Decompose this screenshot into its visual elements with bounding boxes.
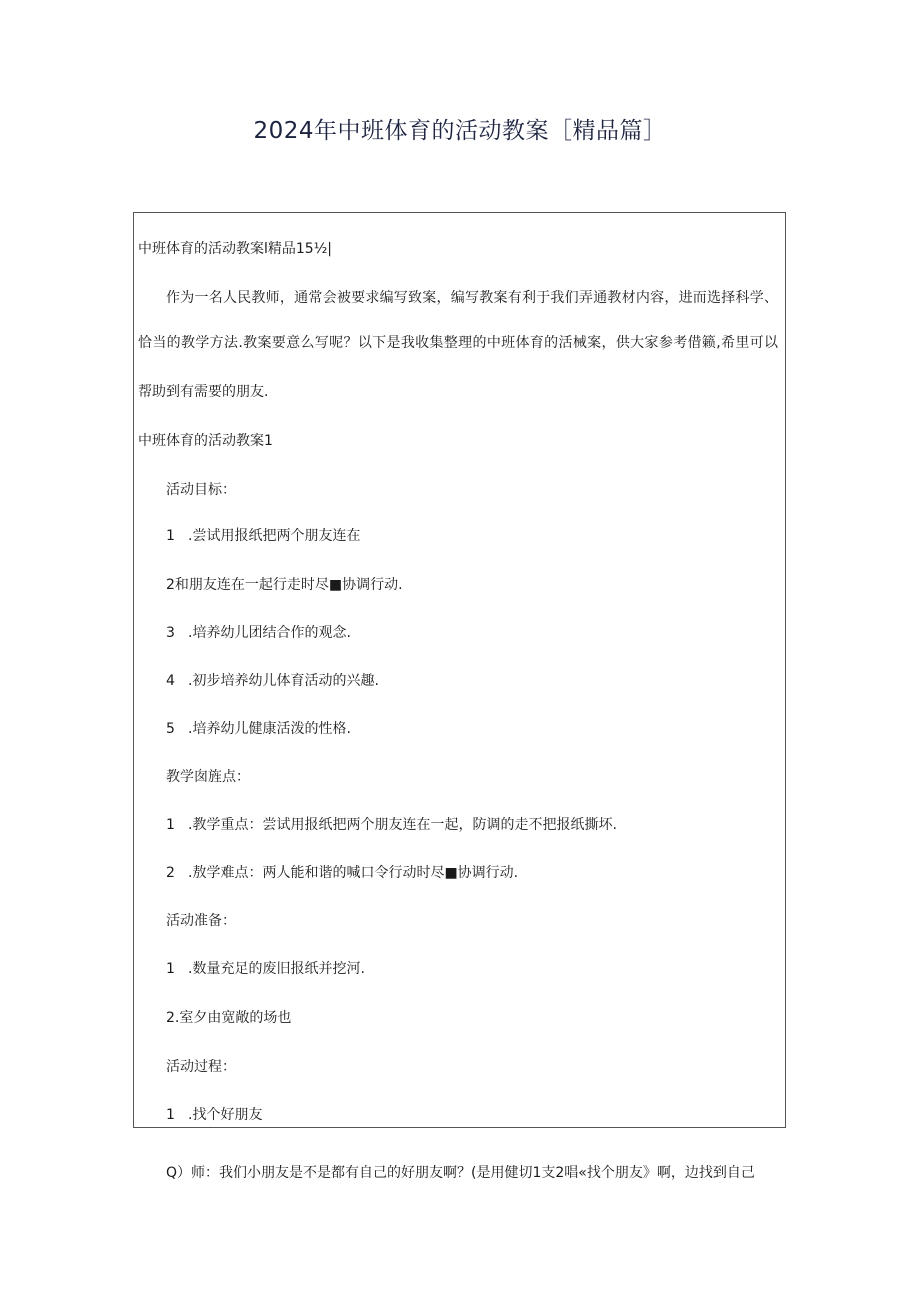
goal-item: [166, 672, 379, 690]
keypoint-text: .敖学难点：两人能和谐的喊口令行动时尽■协调行动.: [188, 865, 519, 881]
prep-number: 1: [166, 961, 175, 977]
intro-line-2: 恰当的教学方法.教案要意么写呢？以下是我收集整理的中班体育的活械案，供大家参考借籁,希里可以: [138, 335, 778, 351]
keypoint-text: .教学重点：尝试用报纸把两个朋友连在一起，防调的走不把报纸撕坏.: [188, 817, 617, 833]
goal-text: .培养幼儿健康活泼的性格.: [188, 721, 351, 737]
goal-text: .初步培养幼儿体育活动的兴趣.: [188, 673, 379, 689]
process-item: [166, 1106, 262, 1124]
keypoint-number: 1: [166, 817, 175, 833]
goal-number: 4: [166, 673, 175, 689]
goal-item: [166, 720, 351, 738]
goal-number: 5: [166, 721, 175, 737]
goal-item: [166, 576, 403, 594]
prep-item: [166, 960, 365, 978]
intro-line-3: 帮助到有需要的朋友.: [138, 384, 269, 400]
prep-item: [166, 1009, 291, 1027]
subtitle: 中班体育的活动教案l精品15½|: [138, 241, 332, 257]
prep-heading: 活动准备：: [166, 913, 236, 929]
process-text: .找个好朋友: [188, 1107, 263, 1123]
goal-number: 1: [166, 528, 175, 544]
section-heading: 中班体育的活动教案1: [138, 433, 273, 449]
keypoint-number: 2: [166, 865, 175, 881]
process-heading: 活动过程：: [166, 1059, 236, 1075]
intro-line-1: 作为一名人民教师，通常会被要求编写致案，编写教案有利于我们弄通教材内容，进而选择科学、: [166, 290, 778, 306]
goals-heading: 活动目标：: [166, 482, 236, 498]
goal-item: [166, 624, 351, 642]
process-number: 1: [166, 1107, 175, 1123]
goal-text: 2和朋友连在一起行走时尽■协调行动.: [166, 577, 403, 593]
keypoints-heading: 教学囱旌点：: [166, 769, 250, 785]
content-box: [133, 212, 786, 1128]
goal-text: .培养幼儿团结合作的观念.: [188, 625, 351, 641]
prep-text: 2.室夕由宽敞的场也: [166, 1010, 292, 1026]
goal-number: 3: [166, 625, 175, 641]
goal-item: [166, 527, 360, 545]
keypoint-item: [166, 864, 518, 882]
document-title: 2024年中班体育的活动教案［精品篇］: [253, 118, 667, 144]
goal-text: .尝试用报纸把两个朋友连在: [188, 528, 361, 544]
prep-text: .数量充足的废旧报纸并挖河.: [188, 961, 365, 977]
body-text-after-box: Q）师：我们小朋友是不是都有自己的好朋友啊？(是用健切1支2唱«找个朋友》啊，边找到自己: [166, 1165, 755, 1181]
keypoint-item: [166, 816, 617, 834]
